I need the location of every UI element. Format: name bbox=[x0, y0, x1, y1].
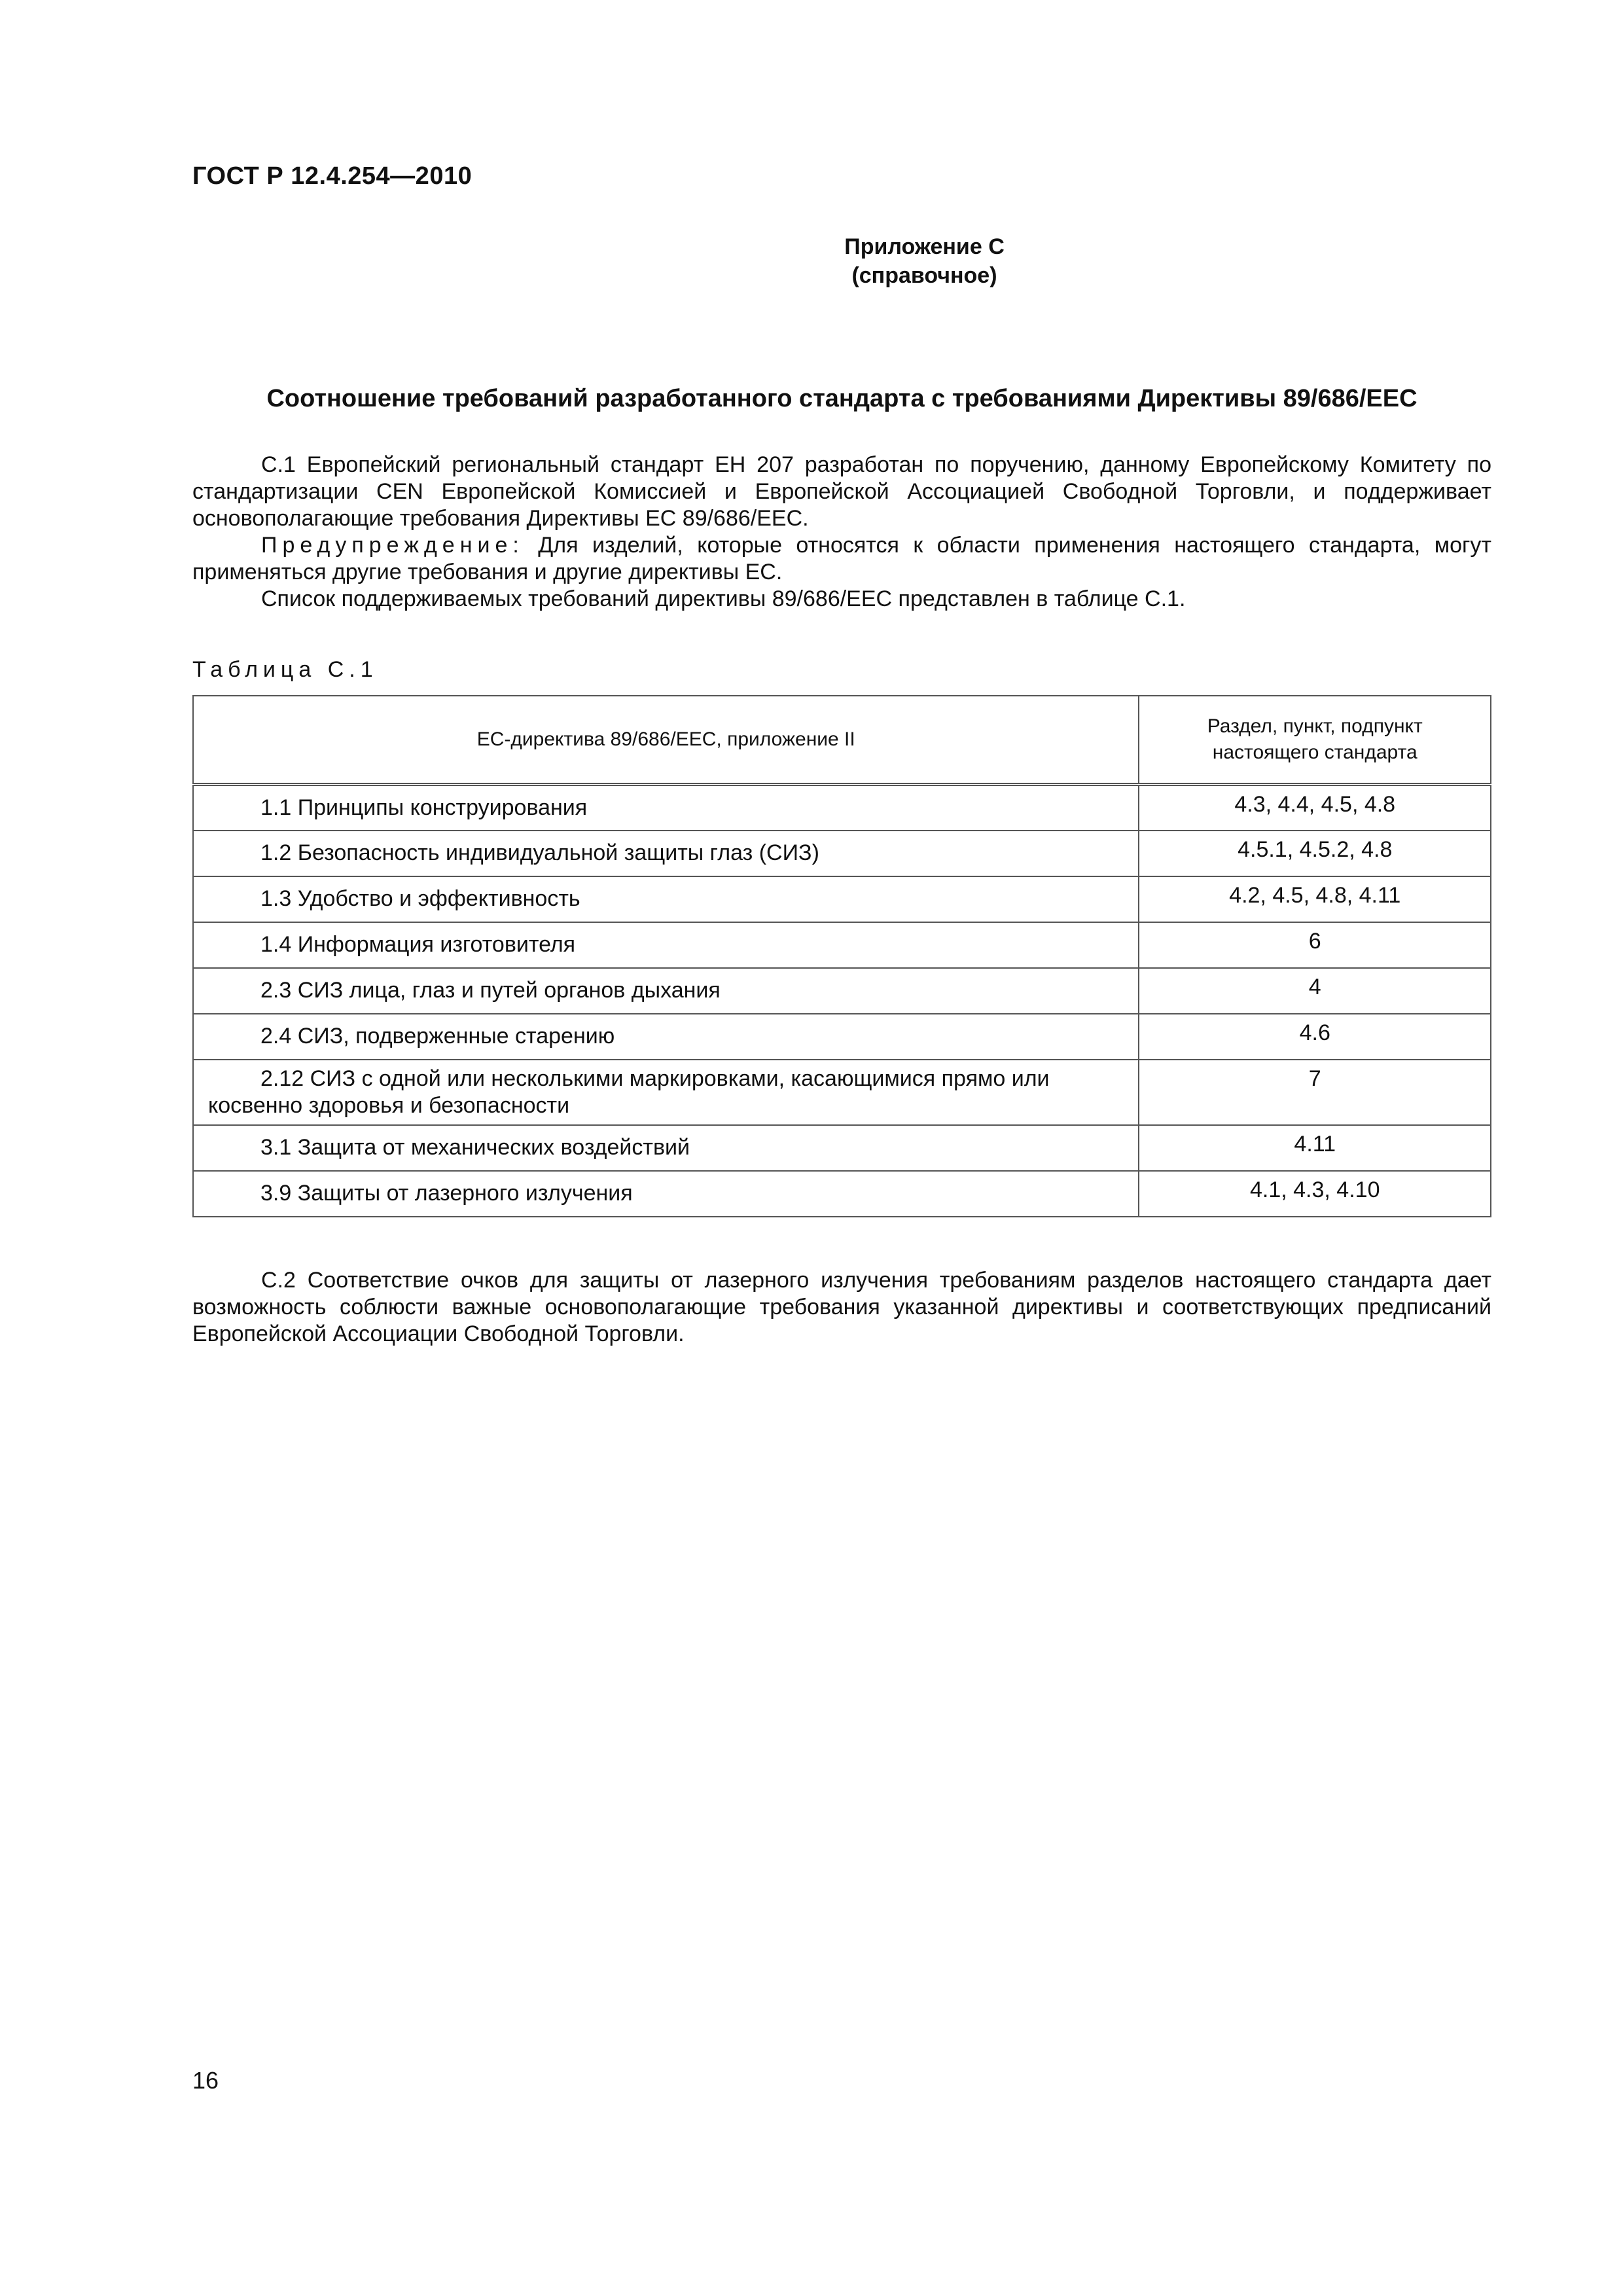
warning-text: Для изделий, которые относятся к области применения настоящего стандарта, могут применяться другие требования и другие директивы ЕС. bbox=[192, 533, 1491, 584]
reference-cell: 4.11 bbox=[1139, 1125, 1491, 1171]
table-row bbox=[193, 1171, 1491, 1217]
table-row bbox=[193, 1060, 1491, 1125]
table-row bbox=[193, 968, 1491, 1014]
requirement-cell: 2.4 СИЗ, подверженные старению bbox=[193, 1014, 1139, 1060]
requirements-table bbox=[192, 695, 1491, 1217]
requirement-cell: 3.1 Защита от механических воздействий bbox=[193, 1125, 1139, 1171]
document-code: ГОСТ Р 12.4.254—2010 bbox=[192, 162, 473, 190]
paragraph-warning bbox=[192, 532, 1491, 586]
paragraph-list-note: Список поддерживаемых требований директивы 89/686/EEC представлен в таблице С.1. bbox=[261, 586, 1186, 611]
intro-paragraphs bbox=[192, 452, 1491, 613]
appendix-title: Приложение С bbox=[844, 234, 1005, 259]
requirement-cell: 1.1 Принципы конструирования bbox=[193, 785, 1139, 831]
table-c1 bbox=[192, 695, 1491, 1217]
reference-cell: 4.1, 4.3, 4.10 bbox=[1139, 1171, 1491, 1217]
header-section bbox=[1139, 696, 1491, 785]
page-number: 16 bbox=[192, 2067, 219, 2094]
table-row bbox=[193, 876, 1491, 922]
requirement-cell: 2.3 СИЗ лица, глаз и путей органов дыхания bbox=[193, 968, 1139, 1014]
reference-cell: 4.5.1, 4.5.2, 4.8 bbox=[1139, 831, 1491, 876]
requirement-cell: 2.12 СИЗ с одной или несколькими маркировками, касающимися прямо или косвенно здоровья и безопасности bbox=[193, 1060, 1139, 1125]
reference-cell: 4.6 bbox=[1139, 1014, 1491, 1060]
appendix-type: (справочное) bbox=[851, 263, 997, 288]
table-body bbox=[193, 785, 1491, 1217]
reference-cell: 7 bbox=[1139, 1060, 1491, 1125]
section-title: Соотношение требований разработанного стандарта с требованиями Директивы 89/686/EEC bbox=[266, 385, 1418, 412]
table-row bbox=[193, 1125, 1491, 1171]
table-row bbox=[193, 922, 1491, 968]
header-section-line1: Раздел, пункт, подпункт bbox=[1207, 715, 1423, 737]
warning-label: Предупреждение: bbox=[261, 533, 524, 558]
reference-cell: 4 bbox=[1139, 968, 1491, 1014]
paragraph-c2: С.2 Соответствие очков для защиты от лазерного излучения требованиям разделов настоящего стандарта дает возможность соблюсти важные основополагающие требования указанной директивы и соответствующих предписаний Европейской Ассоциации Свободной Торговли. bbox=[192, 1268, 1491, 1346]
requirement-cell: 3.9 Защиты от лазерного излучения bbox=[193, 1171, 1139, 1217]
requirement-cell: 1.2 Безопасность индивидуальной защиты глаз (СИЗ) bbox=[193, 831, 1139, 876]
table-caption: Таблица С.1 bbox=[192, 657, 378, 682]
table-row bbox=[193, 831, 1491, 876]
table-row bbox=[193, 1014, 1491, 1060]
requirement-cell: 1.3 Удобство и эффективность bbox=[193, 876, 1139, 922]
table-row bbox=[193, 785, 1491, 831]
header-section-line2: настоящего стандарта bbox=[1212, 742, 1418, 763]
header-directive: ЕС-директива 89/686/EEC, приложение II bbox=[193, 696, 1139, 785]
requirement-cell: 1.4 Информация изготовителя bbox=[193, 922, 1139, 968]
reference-cell: 6 bbox=[1139, 922, 1491, 968]
reference-cell: 4.3, 4.4, 4.5, 4.8 bbox=[1139, 785, 1491, 831]
paragraph-c1: С.1 Европейский региональный стандарт ЕН 207 разработан по поручению, данному Европейскому Комитету по стандартизации CEN Европейской Комиссией и Европейской Ассоциацией Свободной Торговли, и поддерживает основополагающие требования Директивы ЕС 89/686/EEC. bbox=[192, 452, 1491, 531]
closing-paragraphs bbox=[192, 1267, 1491, 1348]
reference-cell: 4.2, 4.5, 4.8, 4.11 bbox=[1139, 876, 1491, 922]
table-header-row bbox=[193, 696, 1491, 785]
